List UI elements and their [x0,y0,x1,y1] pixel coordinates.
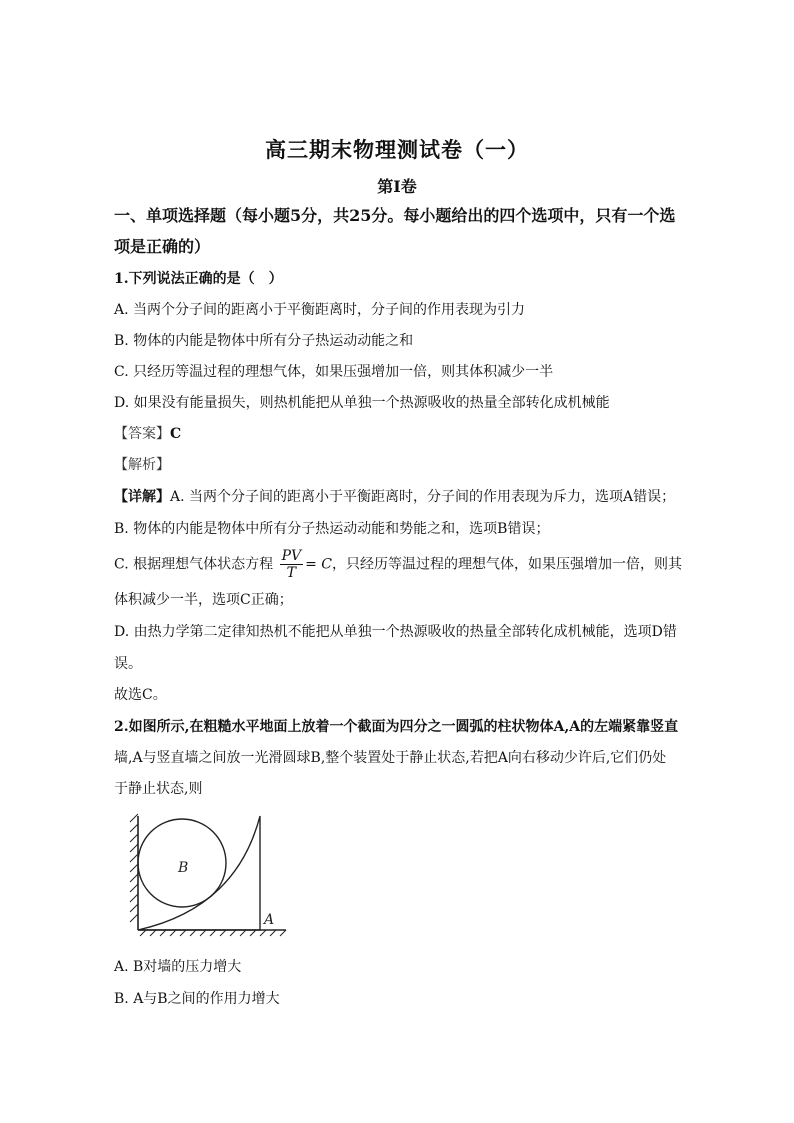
analysis-tag: 【解析】 [114,457,170,473]
label-a: A [264,912,275,928]
block-a-outline [138,816,260,930]
q1-option-d: D. 如果没有能量损失，则热机能把从单独一个热源吸收的热量全部转化成机械能 [114,395,610,411]
q1-answer [114,424,181,444]
label-b: B [178,860,189,876]
q2-option-b: B. A与B之间的作用力增大 [114,991,280,1007]
q2-stem-line1: 2.如图所示,在粗糙水平地面上放着一个截面为四分之一圆弧的柱状物体A,A的左端紧靠竖直 [114,719,679,735]
answer-tag: 【答案】 [114,426,170,442]
q2-option-a: A. B对墙的压力增大 [114,959,242,975]
fraction-numerator: PV [281,548,302,564]
gas-law-fraction [280,548,304,581]
q1-detail-a [114,487,675,507]
detail-c-post: ，只经历等温过程的理想气体，如果压强增加一倍，则其 [332,556,683,573]
answer-value: C [170,426,182,442]
fraction-rhs: = C [305,556,333,573]
detail-c-pre: C. 根据理想气体状态方程 [114,556,274,573]
q1-detail-b: B. 物体的内能是物体中所有分子热运动动能和势能之和，选项B错误； [114,521,550,537]
q1-conclusion: 故选C。 [114,687,167,703]
q1-detail-d-cont: 误。 [114,656,142,672]
physics-figure [126,812,290,940]
detail-tag: 【详解】 [114,489,170,505]
q1-option-b: B. 物体的内能是物体中所有分子热运动动能之和 [114,333,414,349]
page-subtitle: 第Ⅰ卷 [377,177,417,196]
q1-detail-d: D. 由热力学第二定律知热机不能把从单独一个热源吸收的热量全部转化成机械能，选项D错 [114,624,677,640]
section-heading: 一、单项选择题（每小题5分，共25分。每小题给出的四个选项中，只有一个选项是正确的） [114,206,676,256]
fraction-denominator: T [280,564,304,581]
q1-stem: 1.下列说法正确的是（ ） [114,271,283,287]
q1-detail-c-cont: 体积减少一半，选项C正确； [114,592,293,608]
q1-detail-c [114,548,682,581]
q1-option-c: C. 只经历等温过程的理想气体，如果压强增加一倍，则其体积减少一半 [114,364,554,380]
q2-stem-line2: 墙,A与竖直墙之间放一光滑圆球B,整个装置处于静止状态,若把A向右移动少许后,它们仍处 [114,750,667,766]
detail-a-text: A. 当两个分子间的距离小于平衡距离时，分子间的作用表现为斥力，选项A错误； [170,489,676,505]
page-title: 高三期末物理测试卷（一） [265,137,529,162]
q2-stem-line3: 于静止状态,则 [114,781,203,797]
wall-hatching [130,814,138,922]
ground-hatching [140,930,286,936]
q1-option-a: A. 当两个分子间的距离小于平衡距离时，分子间的作用表现为引力 [114,302,526,318]
